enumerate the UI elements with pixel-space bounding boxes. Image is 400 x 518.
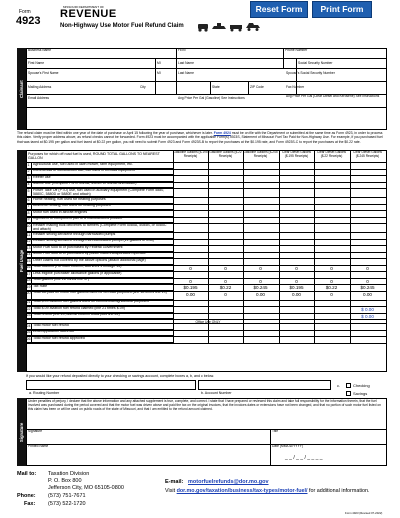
form-number: 4923 [16,15,41,27]
column-divider [243,150,244,343]
column-divider [314,150,315,343]
mail-address: Taxation Division P. O. Box 800 Jefferson City, MO 65105-0800 [48,471,124,492]
fax-number: (573) 522-1720 [48,501,86,507]
row-label: Agricultural use, fuel used in lawn mower, farm equipment, etc. [33,162,133,166]
spouse-mi-field[interactable]: MI [157,71,161,75]
value-cell[interactable]: 0 [189,265,192,271]
column-header-5: Clear Diesel Gallons ($.22 Receipts) [316,150,347,158]
column-header-4: Clear Diesel Gallons ($.195 Receipts) [281,150,312,158]
row-number: 10 [26,223,32,231]
routing-number-field[interactable]: a. Routing Number [26,380,196,390]
row-number: 15 [26,258,31,263]
office-use-label: Office Use ONLY [195,319,221,324]
fein-field[interactable]: FEIN [178,48,186,52]
value-cell[interactable]: 0.00 [292,291,301,297]
value-cell[interactable]: 0 [295,265,298,271]
column-divider [208,150,209,343]
phone-label: Phone: [17,493,36,499]
row-number: 3 [26,175,32,181]
reset-form-button[interactable]: Reset Form [250,1,308,18]
avg-diesel-price-field[interactable]: Avg Price Per Gal (Clear Diesel and Kerosene) See Instructions [286,94,380,98]
purpose-header: Purposes for which off road fuel is used, ROUND TOTAL GALLONS TO NEAREST GALLON [28,152,160,161]
date-mask: _ _ / _ _ / _ _ _ _ [285,455,323,461]
row-label: Less Application sales tax [33,329,75,334]
first-name-field[interactable]: First Name [28,61,45,65]
city-field[interactable]: City [140,85,146,89]
savings-checkbox[interactable] [346,391,351,396]
avg-gas-price-field[interactable]: Avg Price Per Gal (Gasoline) See Instructions [178,96,245,100]
row-number: 2 [26,169,32,175]
printed-name-field[interactable]: Printed Name [28,444,49,448]
claimant-section-label: Claimant [17,48,26,130]
value-cell[interactable]: 0 [224,291,227,297]
fax-label: Fax: [24,501,36,507]
value-cell[interactable]: 0 [259,278,262,284]
value-cell[interactable]: $0.245 [253,285,268,290]
column-divider [173,150,174,343]
row-label: Marine use (Complete Form 4923B, 4923C or 4923D and attach) [33,181,137,186]
business-name-field[interactable]: Business Name [28,48,52,52]
row-number: 7 [26,204,32,210]
spouse-ssn-field[interactable]: Spouse's Social Security Number [286,71,335,75]
fuel-usage-section-label: Fuel Usage [17,150,26,372]
fuel-row-10[interactable] [26,223,173,232]
row-number: 20 [26,291,32,299]
row-label: Total motor fuel refund approved [33,336,85,340]
column-header-6: Clear Diesel Gallons ($.245 Receipts) [352,150,383,158]
mi-field[interactable]: MI [157,61,161,65]
agency-label: MISSOURI DEPARTMENT OF [63,5,105,9]
row-number: 21 [26,300,31,305]
account-number-field[interactable]: b. Account Number [198,380,331,390]
row-number: 19 [26,284,31,289]
email-link[interactable]: motorfuelrefunds@dor.mo.gov [188,479,269,485]
form-label: Form [19,9,31,15]
value-cell[interactable]: $0.22 [219,285,232,290]
row-number: 12 [26,239,31,244]
value-cell[interactable]: 0 [259,265,262,271]
value-cell[interactable]: $0.22 [325,285,338,290]
total-value[interactable]: $ 0.00 [361,313,374,319]
phone-number: (573) 751-7671 [48,493,86,499]
form-4924-link[interactable]: Form 4924 [213,131,231,135]
row-number: 5 [26,188,32,196]
date-field[interactable]: Date (MM/DD/YYYY) [272,444,303,448]
row-number: 26 [26,336,31,341]
visit-text: Visit dor.mo.gov/taxation/business/tax-types/motor-fuel/ for additional information. [165,488,370,494]
instructions-text: The refund claim must be filed within one year of the date of purchase or April 15 following the year of purchase, whichever is later. Form 4924 must be on file with the Department or submitted at the same time as Form 4923, in order to process this claim. Verify proper address above, as refund checks cannot be forwarded. Form 4923 must be accompanied with the applicable Form(s) 4923S, Statement of Missouri Fuel Tax Paid for Non-Highway Use. For example, if you purchased fuel that was taxed at $0.195 per gallon and fuel taxed at $0.22 per gallon, you will need to submit Form 4923 and Form 4923S-B to report the purchases at the $0.195 rate, and Form 4923S-C to report the purchases at the $0.22 rate. [17,131,383,144]
deposit-text: If you would like your refund deposited directly to your checking or savings account, complete boxes a, b, and c below. [26,374,214,378]
row-label: Total $.09 aviation fuel gallons used for commercial agricultural purposes [33,299,149,304]
row-label: Total $.09 aviation fuel refund claimed (line 21 times $.09) [33,306,125,310]
value-cell[interactable]: 0 [189,278,192,284]
vehicle-icons [196,20,266,32]
value-cell[interactable]: 0 [224,278,227,284]
row-number: 1 [26,162,32,168]
row-number: 11 [26,232,31,237]
row-label: Power Take Off (PTO) use, fuel used in auxiliary equipment (Complete Form 5880, 5880C, 5880D or 5880E and attach) [33,188,165,196]
savings-label: Savings [353,391,368,396]
value-cell[interactable]: $0.195 [289,285,304,290]
value-cell[interactable]: 0 [366,265,369,271]
phone-field[interactable]: Phone Number [285,48,308,52]
row-label: Total motor fuel refund [33,323,69,327]
value-cell[interactable]: 0 [330,278,333,284]
row-label: Total gallons (line 16 minus line 17) [33,277,90,282]
fuel-row-5[interactable] [26,188,173,197]
row-label: Tax Rate [33,284,48,288]
row-number: 16 [26,265,31,270]
row-number: 6 [26,197,32,203]
row-label: Retailer selling kerosene through barricaded pumps [33,232,116,236]
row-label: Retailer selling kerosene through non-barricaded pumps (21 gallons or less) [33,238,154,243]
print-form-button[interactable]: Print Form [312,1,372,18]
value-cell[interactable]: 0 [295,278,298,284]
row-label: Retailer making bulk deliveries to farmers (Complete Form 5085A, 5085B, or 5085C and attach) [33,223,167,231]
agency-logo: REVENUE [60,8,117,20]
website-link[interactable]: dor.mo.gov/taxation/business/tax-types/motor-fuel/ [176,488,308,494]
row-number: 9 [26,217,32,223]
perjury-statement: Under penalties of perjury, I declare that the above information and any attached supplement is true, complete, and correct. I state that I have prepared or reviewed this claim and take full responsibility for the information therein, that the fuel involved was purchased during the period covered and that the motor fuel was driven above and paid the tax on the original invoices, that the invoices dates or extensions have not been changed, and that no portion of such motor fuel listed on this claim has been or will be used on public roads of the state of Missouri, and that I am entitled to the refund amount claimed. [28,399,381,412]
checking-label: Checking [353,383,370,388]
value-cell[interactable]: 0.00 [256,291,265,297]
spouse-last-name-field[interactable]: Last Name [178,71,194,75]
row-label: Motor fuel used in aircraft engines [33,210,88,214]
column-header-2: Gasoline Gallons ($.22 Receipts) [209,150,242,158]
row-label: Commercial or construction use, fuel used in off-road equipment [33,168,136,173]
form-revision: Form 4923 (Revised 07-2022) [345,511,383,515]
summary-row-20[interactable] [26,291,173,300]
value-cell[interactable]: $0.245 [360,285,375,290]
row-label: Total tax paid on motor fuel gallons used for off-road purposes (line 18 times line 19) [33,290,167,295]
row-number: 13 [26,245,31,250]
row-label: Business heating, fuel used for heating purposes [33,203,111,208]
row-number: 25 [26,330,31,335]
signature-field[interactable]: Signature [28,429,43,433]
row-number: 17 [26,271,31,276]
total-value[interactable]: $ 0.00 [361,307,374,312]
row-number: 22 [26,306,31,311]
row-number: 24 [26,323,31,328]
column-header-1: Gasoline Gallons ($.195 Receipts) [173,150,208,158]
row-label: Reefer use [33,175,51,179]
value-cell[interactable]: 0 [330,265,333,271]
checking-checkbox[interactable] [346,383,351,388]
fax-field[interactable]: Fax Number [286,85,305,89]
value-cell[interactable]: 0 [330,291,333,297]
mail-to-label: Mail to: [17,471,37,477]
title-field[interactable]: Title [272,429,279,433]
state-field[interactable]: State [212,85,220,89]
row-label: Motor Fuel sold to or purchased by public mass transportation operator [33,251,146,256]
row-number: 4 [26,182,32,188]
row-number: 14 [26,252,31,257]
row-label: Total Gallons (For each column, add lines 1 through 15) [33,264,122,269]
value-cell[interactable]: $0.195 [183,285,198,290]
row-label: Less eligible purchaser allowance gallons (if applicable) [33,271,122,275]
row-number: 23 [26,313,31,318]
signature-section-label: Signature [17,398,26,466]
row-label: Motor Fuel sold to or purchased by Federal Government [33,245,123,249]
spouse-first-name-field[interactable]: Spouse's First Name [28,71,59,75]
row-number: 18 [26,278,31,283]
form-title: Non-Highway Use Motor Fuel Refund Claim [60,23,184,29]
mailing-address-field[interactable]: Mailing Address [28,85,52,89]
ssn-field[interactable]: Social Security Number [298,61,333,65]
value-cell[interactable]: 0 [224,265,227,271]
row-label: Ingredient or component part of a manufactured product [33,216,123,221]
zip-field[interactable]: ZIP Code [250,85,264,89]
value-cell[interactable]: 0.00 [363,291,372,297]
email-label: E-mail: [165,479,184,485]
email-field[interactable]: Email Address [28,96,50,100]
row-number: 8 [26,210,32,216]
value-cell[interactable]: 0.00 [186,291,195,297]
claimant-grid [26,48,387,130]
column-header-3: Gasoline Gallons ($.245 Receipts) [243,150,278,158]
row-label: Home heating, fuel used for heating purposes [33,197,106,201]
account-type-label: c. [337,383,341,388]
column-divider [279,150,280,343]
row-label: Other claims not covered by the above options (attach additional page) [33,258,146,262]
last-name-field[interactable]: Last Name [178,61,194,65]
row-divider [26,343,387,344]
value-cell[interactable]: 0 [366,278,369,284]
row-label: Total refund (line 20, add all column totals plus line 22) [33,312,120,317]
